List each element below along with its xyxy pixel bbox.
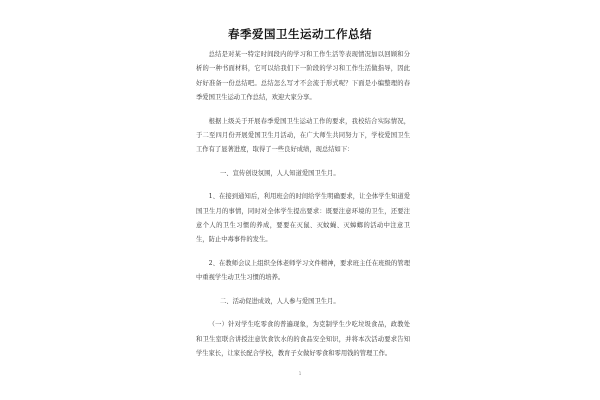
- section-heading-2: 二、活动促进成效，人人参与爱国卫生月。: [220, 297, 340, 305]
- item-paragraph-3: （一）针对学生吃零食的普遍现象，为克制学生少吃垃圾食品，政教处和卫生室联合讲授注意饮食饮水的的食品安全知识，并将本次活动要求告知学生家长，让家长配合学校，教育子女做好零食和零用钱的管理工作。: [196, 321, 410, 357]
- page-number: 1: [298, 371, 302, 376]
- intro-paragraph: 总结是对某一特定时间段内的学习和工作生活等表现情况加以回顾和分析的一种书面材料，它可以给我们下一阶段的学习和工作生活做指导，因此好好准备一份总结吧。总结怎么写才不会流于形式呢？下面是小编整理的春季爱国卫生运动工作总结，欢迎大家分享。: [196, 51, 410, 102]
- document-title: 春季爱国卫生运动工作总结: [228, 27, 372, 41]
- document-body: [196, 48, 410, 370]
- section-heading-1: 一、宣传创设氛围，人人知道爱国卫生月。: [220, 169, 340, 177]
- item-paragraph-2: 2、在教师会议上组织全体老师学习文件精神，要求班主任在班级的管理中重视学生动卫生习惯的培养。: [196, 259, 410, 282]
- background-paragraph: 根据上级关于开展春季爱国卫生运动工作的要求，我校结合实际情况，于二至四月份开展爱国卫生月活动，在广大师生共同努力下，学校爱国卫生工作有了显著进度，取得了一些良好成绩，现总结如下：: [196, 117, 410, 154]
- item-paragraph-1: 1、在接到通知后，利用班会的时间给学生明确要求，让全体学生知道爱国卫生月的事情，同时对全体学生提出要求：既要注意环境的卫生，还要注意个人的卫生习惯的养成，要要在灭鼠、灭蚊蝇、灭蟑螂的活动中注意卫生，防止中毒事件的发生。: [196, 193, 410, 244]
